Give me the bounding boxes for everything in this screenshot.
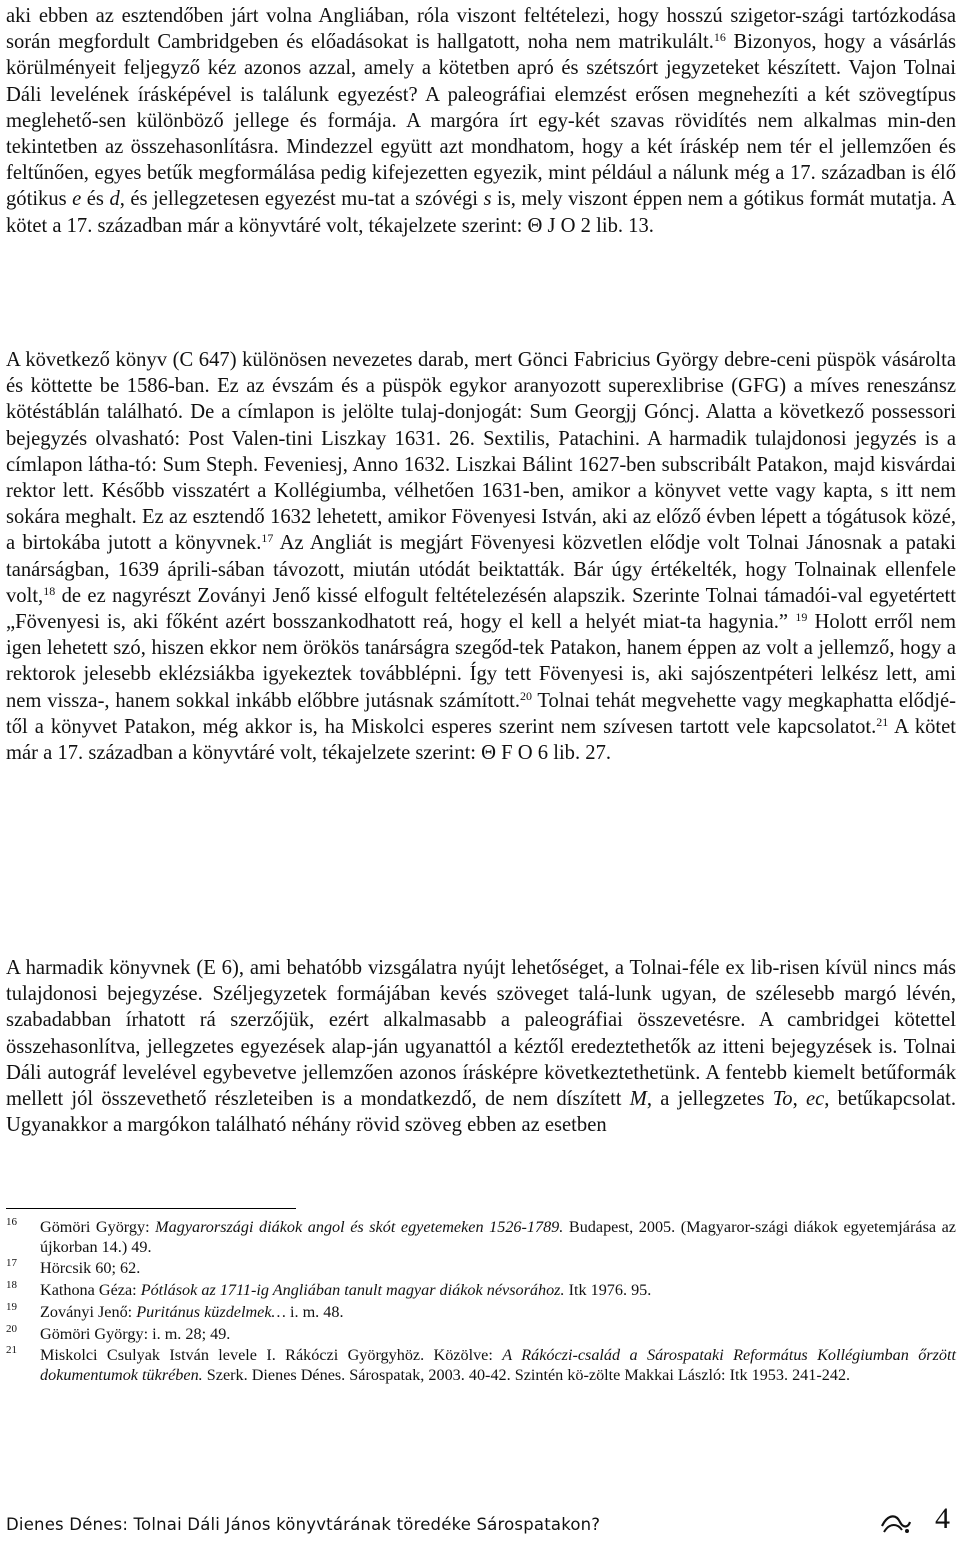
text-run: Budapest, 2005. (Magyaror-szági diákok egyetemjárása az újkorban 14.) 49. xyxy=(40,1218,956,1256)
body-paragraph-1 xyxy=(6,3,956,239)
text-run: Szerk. Dienes Dénes. Sárospatak, 2003. 40-42. Szintén kö-zölte Makkai László: Itk 1953. 241-242. xyxy=(202,1365,851,1384)
running-footer-title: Dienes Dénes: Tolnai Dáli János könyvtárának töredéke Sárospatakon? xyxy=(6,1515,601,1534)
italic-text: d xyxy=(109,188,120,211)
ornament-icon xyxy=(880,1512,912,1534)
footnote-number: 17 xyxy=(6,1257,17,1270)
text-run: és xyxy=(81,188,110,211)
italic-text: M xyxy=(629,1088,647,1111)
text-run: Tolnai tehát megvehette vagy megkaphatta elődjé-től a könyvet Patakon, még akkor is, ha Miskolci esperes szerint nem szívesen tartott vele kapcsolatot. xyxy=(6,689,956,738)
footnote-separator xyxy=(6,1208,296,1209)
footnotes xyxy=(6,1218,956,1388)
footnote-18 xyxy=(6,1281,956,1301)
text-run: , betűkapcsolat. Ugyanakkor a margókon található néhány rövid szöveg ebben az esetben xyxy=(6,1088,957,1137)
text-run: , és jellegzetesen egyezést mu-tat a szóvégi xyxy=(119,188,484,211)
footnote-21 xyxy=(6,1346,956,1385)
footnote-ref: 16 xyxy=(713,30,726,45)
footnote-20 xyxy=(6,1322,956,1345)
footnote-number: 20 xyxy=(6,1322,17,1335)
text-run: Gömöri György: i. m. 28; 49. xyxy=(40,1324,231,1343)
footnote-17 xyxy=(6,1259,956,1279)
page-number: 4 xyxy=(935,1502,950,1535)
text-run: i. m. 48. xyxy=(285,1302,344,1321)
text-run: Bizonyos, hogy a vásárlás körülményeit feljegyző kéz azonos azzal, amely a kötetben apró és szétszórt jegyzeteket készített. Vajon Tolnai Dáli levelének írásképével is találunk egyezést? A paleográfiai elemzést erősen megnehezíti a két szövegtípus meglehető-sen különböző jellege és formája. A margóra írt egy-két szavas rövidítés nem alkalmas min-den tekintetben az összehasonlításra. Mindezzel együtt azt mondhatom, hogy a két íráskép nem tér el jellemzően és feltűnően, egyes betűk megformálása pedig kifejezetten egyezik, mint például a nálunk még a 17. században is élő gótikus xyxy=(6,31,956,211)
italic-text: e xyxy=(72,188,82,211)
text-run: aki ebben az esztendőben járt volna Angliában, róla viszont feltételezi, hogy hosszú szigetor-szági tartózkodása során megfordult Cambridgeben és előadásokat is hallgatott, noha nem matrikulált. xyxy=(6,5,956,54)
text-run: A következő könyv (C 647) különösen nevezetes darab, mert Gönci Fabricius György debre-ceni püspök vásárolta és köttette be 1586-ban. Ez az évszám és a püspök egykor aranyozott superexlibrise (GFG) a míves reneszánsz kötéstáblán található. De a címlapon is jelölte tulaj-donjogát: Sum Georgjj Góncj. Alatta a következő possessori bejegyzés olvasható: Post Valen-tini Liszkay 1631. 26. Sextilis, Patachini. A harmadik tulajdonosi jegyzés is a címlapon látha-tó: Sum Steph. Feveniesj, Anno 1632. Liszkai Bálint 1627-ben subscribált Patakon, majd kisvárdai rektor lett. Később visszatért a Kollégiumba, vélhetően 1631-ben, amikor a könyvet vette vagy kapta, s itt nem sokára meghalt. Ez az esztendő 1632 lehetett, amikor Fövenyesi István, aki az előző évben lépett a tógátusok közé, a birtokába jutott a könyvnek. xyxy=(6,349,956,555)
footnote-number: 21 xyxy=(6,1344,17,1357)
footnote-16 xyxy=(6,1218,956,1257)
text-run: Miskolci Csulyak István levele I. Rákóczi Györgyhöz. Közölve: xyxy=(40,1346,503,1365)
footnote-ref: 20 xyxy=(520,688,532,703)
footnote-number: 19 xyxy=(6,1300,17,1313)
text-run: Itk 1976. 95. xyxy=(564,1281,652,1300)
footnote-ref: 19 xyxy=(795,610,808,625)
italic-text: To xyxy=(772,1088,793,1111)
text-run: A harmadik könyvnek (E 6), ami behatóbb vizsgálatra nyújt lehetőséget, a Tolnai-féle ex lib-risen kívül nincs más tulajdonosi bejegyzése. Széljegyzetek formájában kevés szöveget talá-lunk ugyan, de szélesebb margó lévén, szabadabban írhatott rá szerzőjük, ezért alkalmasabb a paleográfiai összevetésre. A cambridgei kötettel összehasonlítva, jellegzetes egyezések alap-ján ugyanattól a kéztől eredeztethetők az itteni bejegyzések is. Tolnai Dáli autográf levelével egybevetve jellemzően azonos írásképre következtethetünk. A fentebb kiemelt betűformák mellett jól összevethető részleteiben is a mondatkezdő, de nem díszített xyxy=(6,957,956,1111)
footnote-number: 16 xyxy=(6,1216,17,1228)
footnote-19 xyxy=(6,1300,956,1323)
footnote-ref: 18 xyxy=(43,583,56,598)
italic-text: Magyarországi diákok angol és skót egyetemeken 1526-1789. xyxy=(155,1218,564,1236)
footnote-ref: 17 xyxy=(261,531,274,546)
italic-text: s xyxy=(483,188,492,211)
text-run: de ez nagyrészt Zoványi Jenő kissé elfogult feltételezésén alapszik. Szerinte Tolnai támadói-val egyetértett „Fövenyesi is, aki főként azért bosszankodhatott reá, hogy el kell a helyét miat-ta hagynia.” xyxy=(6,584,956,634)
text-run: Hörcsik 60; 62. xyxy=(40,1259,141,1278)
text-run: A kötet már a 17. században a könyvtáré volt, tékajelzete szerint: Θ F O 6 lib. 27. xyxy=(6,715,956,765)
text-run: , a jellegzetes xyxy=(646,1088,773,1111)
italic-text: Puritánus küzdelmek… xyxy=(136,1302,286,1321)
body-paragraph-2 xyxy=(6,347,956,766)
footnote-ref: 21 xyxy=(876,714,889,729)
text-run: is, mely viszont éppen nem a gótikus formát mutatja. A kötet a 17. században már a könyvtáré volt, tékajelzete szerint: Θ J O 2 lib. 13. xyxy=(6,188,956,237)
text-run: Gömöri György: xyxy=(40,1218,156,1236)
text-run: Kathona Géza: xyxy=(40,1281,141,1300)
italic-text: Pótlások az 1711-ig Angliában tanult magyar diákok névsorához. xyxy=(140,1281,565,1300)
text-run: Holott erről nem igen lehetett szó, hiszen ekkor nem örökös tanárságra szegőd-tek Patakon, hanem éppen az volt a jellemző, hogy a rektorok jelesebb eklézsiákba igyekeztek továbblépni. Így tett Fövenyesi is, aki sajószentpéteri lelkész lett, ami nem vissza-, hanem sokkal inkább előbbre jutásnak számított. xyxy=(6,611,956,712)
body-paragraph-3 xyxy=(6,955,956,1138)
text-run: Az Angliát is megjárt Fövenyesi közvetlen elődje volt Tolnai Jánosnak a pataki tanárságban, 1639 áprili-sában távozott, miután utódát beiktatták. Bár úgy értékelték, hogy Tolnainak ellenfele volt, xyxy=(6,532,956,607)
italic-text: A Rákóczi-család a Sárospataki Református Kollégiumban őrzött dokumentumok tükrében. xyxy=(40,1346,956,1384)
text-run: , xyxy=(792,1088,806,1111)
text-run: Zoványi Jenő: xyxy=(40,1302,137,1321)
footnote-number: 18 xyxy=(6,1279,17,1292)
italic-text: ec xyxy=(805,1088,825,1111)
